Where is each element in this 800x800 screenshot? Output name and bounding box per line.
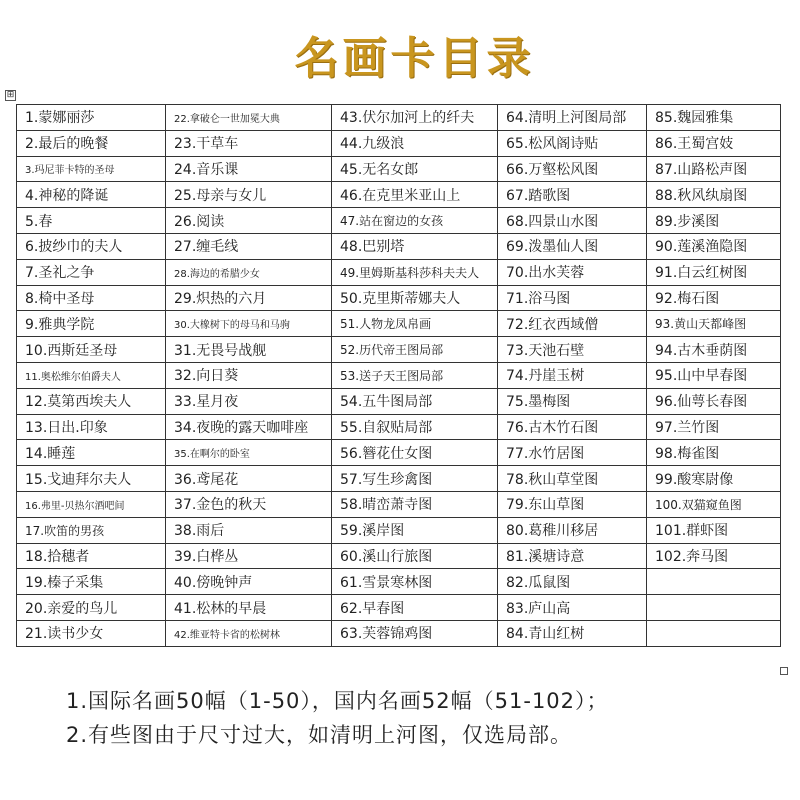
table-cell: 89.步溪图	[647, 208, 781, 234]
table-cell: 60.溪山行旅图	[332, 543, 498, 569]
table-cell: 65.松风阁诗贴	[498, 130, 647, 156]
table-cell	[647, 620, 781, 646]
table-cell: 53.送子天王图局部	[332, 362, 498, 388]
table-row	[17, 285, 781, 311]
table-cell: 40.傍晚钟声	[166, 569, 332, 595]
table-cell: 93.黄山天都峰图	[647, 311, 781, 337]
table-cell: 66.万壑松风图	[498, 156, 647, 182]
table-cell: 23.干草车	[166, 130, 332, 156]
table-row	[17, 311, 781, 337]
table-cell: 73.天池石壁	[498, 337, 647, 363]
catalog-table-body	[17, 105, 781, 647]
table-cell: 84.青山红树	[498, 620, 647, 646]
table-row	[17, 259, 781, 285]
table-cell	[647, 569, 781, 595]
table-cell: 78.秋山草堂图	[498, 466, 647, 492]
table-row	[17, 130, 781, 156]
table-cell: 57.写生珍禽图	[332, 466, 498, 492]
table-cell: 1.蒙娜丽莎	[17, 105, 166, 131]
table-row	[17, 337, 781, 363]
table-row	[17, 466, 781, 492]
table-cell: 21.读书少女	[17, 620, 166, 646]
table-cell: 41.松林的早晨	[166, 595, 332, 621]
table-cell: 27.缠毛线	[166, 233, 332, 259]
table-cell: 46.在克里米亚山上	[332, 182, 498, 208]
table-cell: 18.拾穗者	[17, 543, 166, 569]
table-cell: 24.音乐课	[166, 156, 332, 182]
table-row	[17, 156, 781, 182]
table-cell: 56.簪花仕女图	[332, 440, 498, 466]
table-row	[17, 440, 781, 466]
table-cell: 58.晴峦萧寺图	[332, 491, 498, 517]
table-cell: 32.向日葵	[166, 362, 332, 388]
table-cell: 42.维亚特卡省的松树林	[166, 620, 332, 646]
table-cell: 22.拿破仑一世加冕大典	[166, 105, 332, 131]
table-cell: 59.溪岸图	[332, 517, 498, 543]
table-cell: 3.玛尼菲卡特的圣母	[17, 156, 166, 182]
table-cell: 76.古木竹石图	[498, 414, 647, 440]
table-cell: 99.酸寒尉像	[647, 466, 781, 492]
table-cell: 8.椅中圣母	[17, 285, 166, 311]
table-cell: 98.梅雀图	[647, 440, 781, 466]
table-cell: 96.仙萼长春图	[647, 388, 781, 414]
table-cell: 29.炽热的六月	[166, 285, 332, 311]
note-line-1: 1.国际名画50幅（1-50），国内名画52幅（51-102）；	[66, 689, 609, 713]
table-cell: 75.墨梅图	[498, 388, 647, 414]
table-cell: 94.古木垂荫图	[647, 337, 781, 363]
table-cell: 17.吹笛的男孩	[17, 517, 166, 543]
table-cell: 26.阅读	[166, 208, 332, 234]
table-cell: 51.人物龙凤帛画	[332, 311, 498, 337]
table-cell: 97.兰竹图	[647, 414, 781, 440]
table-cell: 72.红衣西域僧	[498, 311, 647, 337]
notes	[66, 684, 609, 752]
table-cell: 83.庐山高	[498, 595, 647, 621]
table-row	[17, 595, 781, 621]
table-cell: 49.里姆斯基科莎科夫夫人	[332, 259, 498, 285]
table-cell: 64.清明上河图局部	[498, 105, 647, 131]
table-cell: 39.白桦丛	[166, 543, 332, 569]
table-cell: 31.无畏号战舰	[166, 337, 332, 363]
table-row	[17, 543, 781, 569]
table-cell: 68.四景山水图	[498, 208, 647, 234]
table-cell: 7.圣礼之争	[17, 259, 166, 285]
table-cell: 74.丹崖玉树	[498, 362, 647, 388]
table-cell: 30.大橡树下的母马和马驹	[166, 311, 332, 337]
table-cell: 28.海边的希腊少女	[166, 259, 332, 285]
table-cell: 50.克里斯蒂娜夫人	[332, 285, 498, 311]
table-cell: 20.亲爱的鸟儿	[17, 595, 166, 621]
table-row	[17, 414, 781, 440]
table-cell: 45.无名女郎	[332, 156, 498, 182]
table-cell: 15.戈迪拜尔夫人	[17, 466, 166, 492]
table-cell: 38.雨后	[166, 517, 332, 543]
table-cell: 61.雪景寒林图	[332, 569, 498, 595]
table-row	[17, 105, 781, 131]
table-cell: 48.巴别塔	[332, 233, 498, 259]
table-cell: 16.弗里-贝热尔酒吧间	[17, 491, 166, 517]
table-cell: 43.伏尔加河上的纤夫	[332, 105, 498, 131]
table-cell: 14.睡莲	[17, 440, 166, 466]
table-cell: 100.双猫窥鱼图	[647, 491, 781, 517]
table-row	[17, 362, 781, 388]
table-cell: 91.白云红树图	[647, 259, 781, 285]
table-row	[17, 517, 781, 543]
table-cell: 54.五牛图局部	[332, 388, 498, 414]
table-cell: 62.早春图	[332, 595, 498, 621]
table-cell: 101.群虾图	[647, 517, 781, 543]
table-cell: 87.山路松声图	[647, 156, 781, 182]
table-cell: 67.踏歌图	[498, 182, 647, 208]
table-cell: 5.春	[17, 208, 166, 234]
table-cell: 36.鸢尾花	[166, 466, 332, 492]
table-cell: 90.莲溪渔隐图	[647, 233, 781, 259]
table-row	[17, 208, 781, 234]
catalog-title: 名画卡目录	[294, 33, 535, 84]
table-cell: 13.日出.印象	[17, 414, 166, 440]
table-cell: 52.历代帝王图局部	[332, 337, 498, 363]
table-cell	[647, 595, 781, 621]
table-cell: 95.山中早春图	[647, 362, 781, 388]
table-row	[17, 491, 781, 517]
table-cell: 19.榛子采集	[17, 569, 166, 595]
table-cell: 47.站在窗边的女孩	[332, 208, 498, 234]
table-cell: 44.九级浪	[332, 130, 498, 156]
table-cell: 2.最后的晚餐	[17, 130, 166, 156]
table-cell: 25.母亲与女儿	[166, 182, 332, 208]
table-cell: 10.西斯廷圣母	[17, 337, 166, 363]
table-cell: 70.出水芙蓉	[498, 259, 647, 285]
table-cell: 81.溪塘诗意	[498, 543, 647, 569]
table-cell: 11.奥松维尔伯爵夫人	[17, 362, 166, 388]
table-row	[17, 233, 781, 259]
table-cell: 9.雅典学院	[17, 311, 166, 337]
table-cell: 4.神秘的降诞	[17, 182, 166, 208]
table-cell: 63.芙蓉锦鸡图	[332, 620, 498, 646]
table-cell: 86.王蜀宫妓	[647, 130, 781, 156]
table-cell: 34.夜晚的露天咖啡座	[166, 414, 332, 440]
table-cell: 102.奔马图	[647, 543, 781, 569]
table-cell: 33.星月夜	[166, 388, 332, 414]
table-cell: 88.秋风纨扇图	[647, 182, 781, 208]
table-cell: 6.披纱巾的夫人	[17, 233, 166, 259]
table-cell: 82.瓜鼠图	[498, 569, 647, 595]
table-row	[17, 388, 781, 414]
table-cell: 71.浴马图	[498, 285, 647, 311]
table-cell: 79.东山草图	[498, 491, 647, 517]
table-row	[17, 182, 781, 208]
table-resize-handle-icon[interactable]	[780, 667, 788, 675]
note-line-2: 2.有些图由于尺寸过大，如清明上河图，仅选局部。	[66, 723, 573, 747]
table-cell: 92.梅石图	[647, 285, 781, 311]
table-cell: 55.自叙贴局部	[332, 414, 498, 440]
table-cell: 12.莫第西埃夫人	[17, 388, 166, 414]
catalog-table	[16, 104, 781, 647]
table-cell: 77.水竹居图	[498, 440, 647, 466]
table-row	[17, 569, 781, 595]
table-cell: 85.魏园雅集	[647, 105, 781, 131]
table-cell: 37.金色的秋天	[166, 491, 332, 517]
table-move-handle-icon[interactable]: ⊞	[6, 90, 15, 100]
table-row	[17, 620, 781, 646]
table-cell: 80.葛稚川移居	[498, 517, 647, 543]
table-cell: 35.在啊尔的卧室	[166, 440, 332, 466]
table-cell: 69.泼墨仙人图	[498, 233, 647, 259]
